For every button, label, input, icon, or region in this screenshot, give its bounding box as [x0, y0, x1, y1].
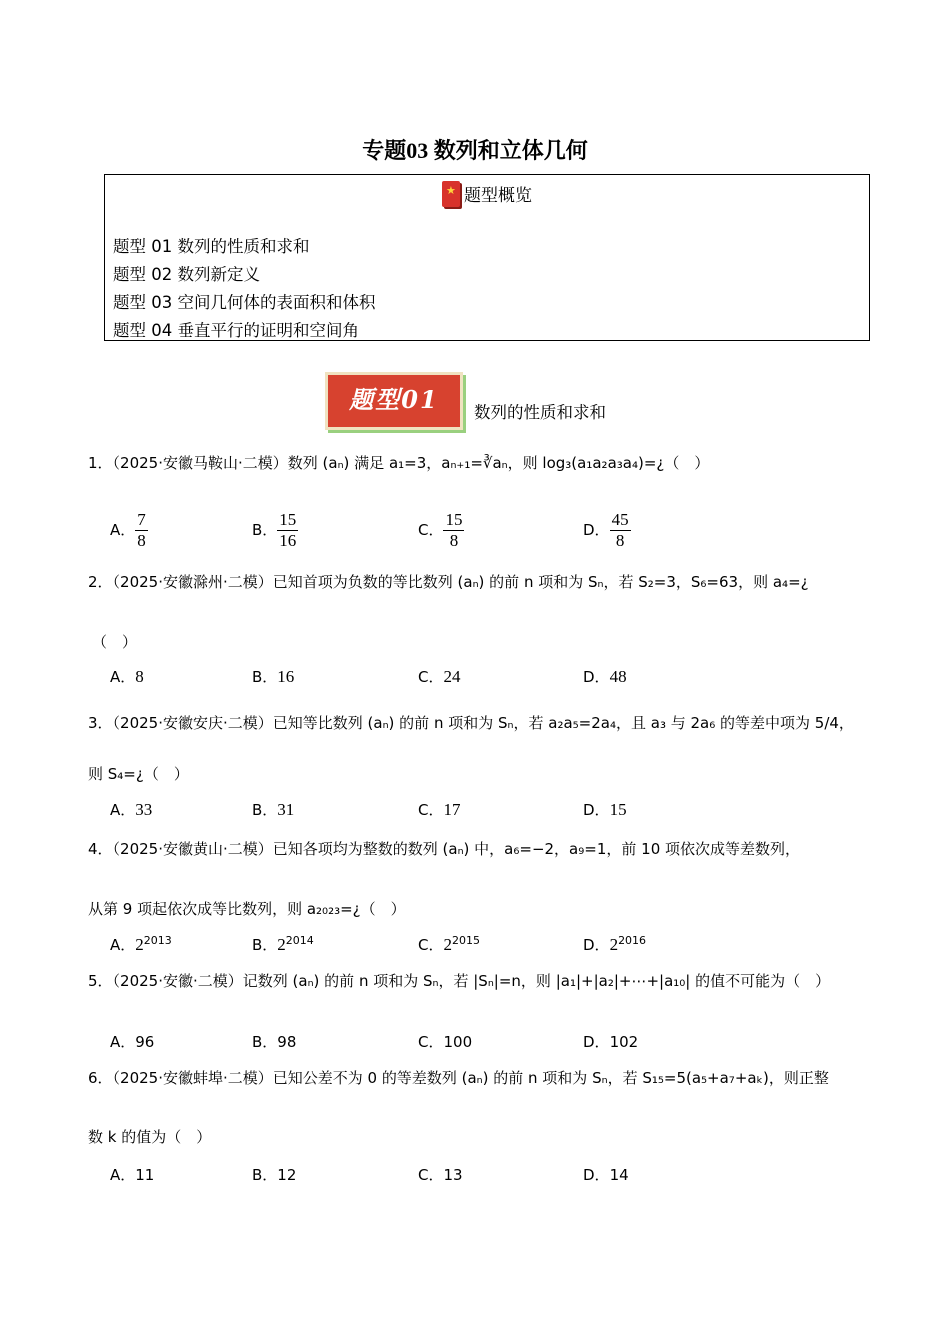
option-d[interactable]	[583, 934, 646, 955]
option-b[interactable]	[252, 1164, 296, 1185]
option-label: C．	[418, 801, 444, 819]
question-stem: 记数列 (aₙ) 的前 n 项和为 Sₙ，若 |Sₙ|=n，则 |a₁|+|a₂|+⋯+|a₁₀| 的值不可能为（ ）	[242, 972, 831, 990]
fraction	[277, 510, 298, 551]
option-b[interactable]	[252, 510, 298, 551]
question-number: 6．	[88, 1069, 113, 1087]
question-stem: 已知首项为负数的等比数列 (aₙ) 的前 n 项和为 Sₙ，若 S₂=3，S₆=63，则 a₄=¿	[272, 573, 809, 591]
question-source: （2025·安徽滁州·二模）	[112, 573, 273, 591]
option-c[interactable]	[418, 799, 460, 820]
book-icon	[442, 181, 460, 207]
option-label: B．	[252, 521, 278, 539]
option-label: B．	[252, 1166, 278, 1184]
question-3-line2: 则 S₄=¿（ ）	[88, 765, 189, 783]
option-b[interactable]	[252, 934, 314, 955]
question-number: 3．	[88, 714, 113, 732]
question-number: 1．	[88, 454, 113, 472]
option-d[interactable]	[583, 799, 627, 820]
option-value: 96	[135, 1033, 155, 1051]
fraction	[135, 510, 148, 551]
section-label: 数列的性质和求和	[474, 403, 606, 422]
option-d[interactable]	[583, 510, 631, 551]
option-value: 102	[609, 1033, 639, 1051]
question-number: 5．	[88, 972, 113, 990]
page-title: 专题03 数列和立体几何	[362, 138, 588, 163]
option-c[interactable]	[418, 1164, 463, 1185]
option-value: 31	[277, 800, 295, 819]
power-exponent: 2015	[451, 934, 480, 947]
option-label: D．	[583, 668, 610, 686]
option-a[interactable]	[110, 799, 152, 820]
power-base: 2	[277, 935, 286, 954]
overview-item-4: 题型 04 垂直平行的证明和空间角	[113, 321, 359, 340]
section-badge: 题型01	[325, 372, 463, 430]
question-source: （2025·安徽·二模）	[112, 972, 243, 990]
question-number: 2．	[88, 573, 113, 591]
option-label: B．	[252, 1033, 278, 1051]
denominator: 8	[449, 531, 459, 550]
numerator: 45	[611, 510, 629, 529]
option-value: 14	[609, 1166, 629, 1184]
option-label: B．	[252, 936, 278, 954]
option-value: 8	[135, 667, 144, 686]
question-source: （2025·安徽安庆·二模）	[112, 714, 273, 732]
question-stem: 已知等比数列 (aₙ) 的前 n 项和为 Sₙ，若 a₂a₅=2a₄，且 a₃ 与 2a₆ 的等差中项为 5/4，	[272, 714, 854, 732]
option-label: B．	[252, 668, 278, 686]
question-6	[88, 1067, 829, 1089]
option-c[interactable]	[418, 510, 464, 551]
option-b[interactable]	[252, 1031, 296, 1052]
question-5	[88, 970, 830, 992]
option-value: 16	[277, 667, 295, 686]
power-base: 2	[609, 935, 619, 954]
power-base: 2	[135, 935, 144, 954]
option-d[interactable]	[583, 1164, 629, 1185]
option-label: C．	[418, 1033, 444, 1051]
question-number: 4．	[88, 840, 113, 858]
power-exponent: 2016	[618, 934, 647, 947]
question-1	[88, 452, 709, 474]
option-value: 33	[135, 800, 153, 819]
question-stem: 已知公差不为 0 的等差数列 (aₙ) 的前 n 项和为 Sₙ，若 S₁₅=5(a₅+a₇+aₖ)，则正整	[272, 1069, 829, 1087]
option-label: C．	[418, 668, 444, 686]
question-source: （2025·安徽蚌埠·二模）	[112, 1069, 273, 1087]
option-label: A．	[110, 668, 136, 686]
overview-item-3: 题型 03 空间几何体的表面积和体积	[113, 293, 376, 312]
option-value: 24	[443, 667, 461, 686]
option-label: C．	[418, 1166, 444, 1184]
question-source: （2025·安徽黄山·二模）	[112, 840, 273, 858]
question-4	[88, 838, 800, 860]
option-d[interactable]	[583, 666, 627, 687]
option-label: D．	[583, 521, 610, 539]
option-c[interactable]	[418, 666, 460, 687]
option-a[interactable]	[110, 1164, 154, 1185]
option-c[interactable]	[418, 1031, 472, 1052]
option-label: A．	[110, 801, 136, 819]
option-b[interactable]	[252, 666, 294, 687]
overview-box	[104, 174, 870, 341]
question-2-line2: （ ）	[92, 633, 138, 651]
numerator: 7	[137, 510, 146, 529]
option-label: D．	[583, 1166, 610, 1184]
denominator: 16	[279, 531, 297, 550]
question-4-line2: 从第 9 项起依次成等比数列，则 a₂₀₂₃=¿（ ）	[88, 900, 406, 918]
option-a[interactable]	[110, 510, 148, 551]
option-label: A．	[110, 1033, 136, 1051]
question-source: （2025·安徽马鞍山·二模）	[112, 454, 288, 472]
overview-item-2: 题型 02 数列新定义	[113, 265, 260, 284]
option-label: A．	[110, 1166, 136, 1184]
option-label: D．	[583, 1033, 610, 1051]
option-a[interactable]	[110, 666, 144, 687]
option-value: 100	[443, 1033, 473, 1051]
option-value: 98	[277, 1033, 297, 1051]
question-2	[88, 571, 809, 593]
overview-item-1: 题型 01 数列的性质和求和	[113, 237, 310, 256]
option-c[interactable]	[418, 934, 480, 955]
option-value: 17	[443, 800, 461, 819]
option-value: 12	[277, 1166, 297, 1184]
question-stem: 数列 (aₙ) 满足 a₁=3，aₙ₊₁=∛aₙ，则 log₃(a₁a₂a₃a₄)=¿（ ）	[287, 454, 710, 472]
fraction	[610, 510, 631, 551]
question-6-line2: 数 k 的值为（ ）	[88, 1128, 212, 1146]
overview-heading-text: 题型概览	[464, 186, 532, 206]
option-label: A．	[110, 521, 136, 539]
fraction	[443, 510, 464, 551]
option-label: D．	[583, 936, 610, 954]
option-value: 48	[609, 667, 627, 686]
option-value: 15	[609, 800, 627, 819]
power-exponent: 2013	[143, 934, 172, 947]
option-label: C．	[418, 521, 444, 539]
numerator: 15	[279, 510, 297, 529]
option-label: A．	[110, 936, 136, 954]
numerator: 15	[445, 510, 463, 529]
power-exponent: 2014	[285, 934, 314, 947]
denominator: 8	[615, 531, 625, 550]
power-base: 2	[443, 935, 452, 954]
option-value: 13	[443, 1166, 463, 1184]
option-a[interactable]	[110, 934, 172, 955]
option-label: B．	[252, 801, 278, 819]
question-3	[88, 712, 854, 734]
option-label: D．	[583, 801, 610, 819]
option-label: C．	[418, 936, 444, 954]
option-b[interactable]	[252, 799, 294, 820]
overview-heading	[105, 181, 869, 207]
option-d[interactable]	[583, 1031, 638, 1052]
denominator: 8	[137, 531, 146, 550]
question-stem: 已知各项均为整数的数列 (aₙ) 中，a₆=−2，a₉=1，前 10 项依次成等差数列，	[272, 840, 801, 858]
option-value: 11	[135, 1166, 155, 1184]
option-a[interactable]	[110, 1031, 154, 1052]
